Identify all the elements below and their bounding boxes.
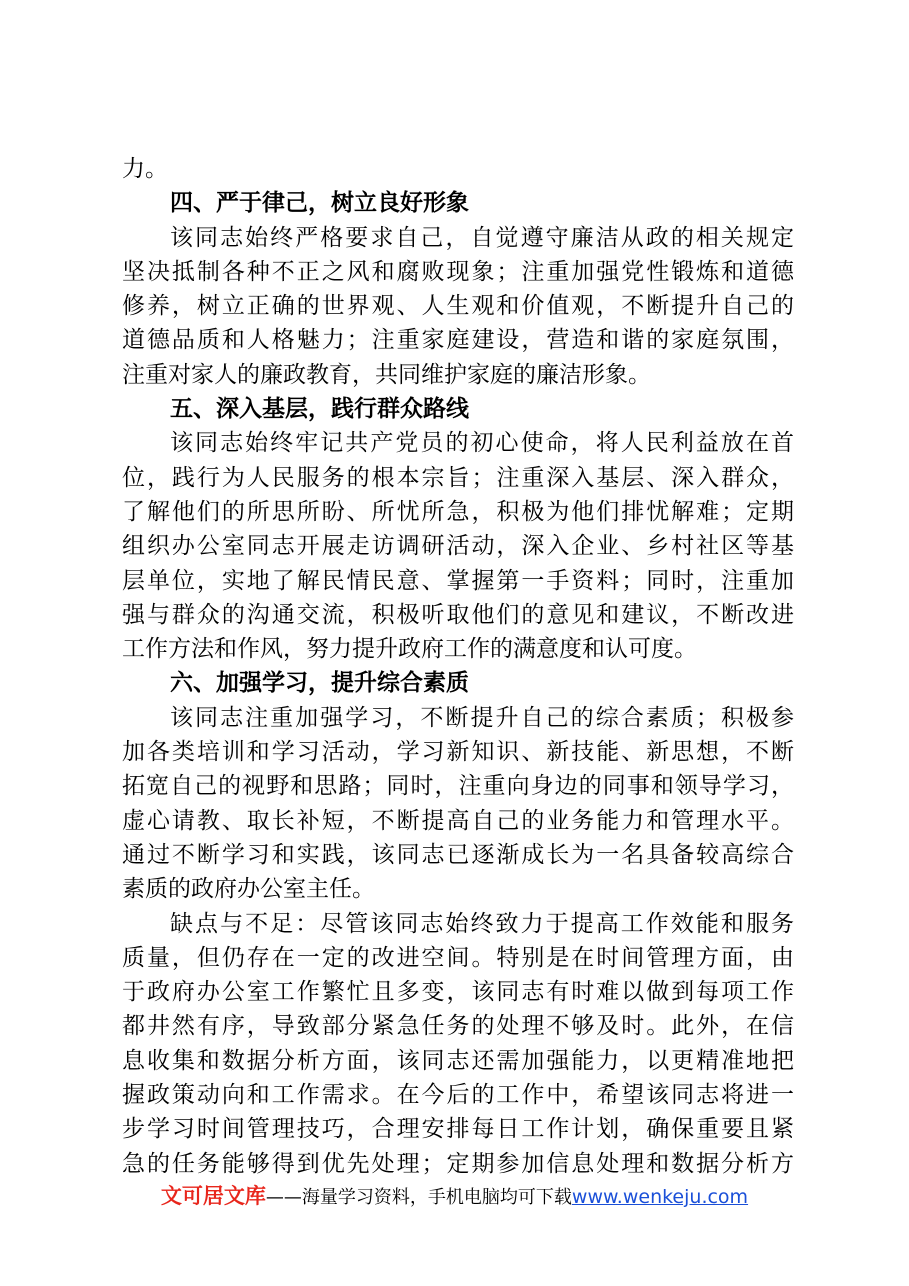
paragraph-line: 都井然有序，导致部分紧急任务的处理不够及时。此外，在信	[122, 1013, 794, 1040]
paragraph-line: 修养，树立正确的世界观、人生观和价值观，不断提升自己的	[122, 293, 794, 320]
paragraph-line: 通过不断学习和实践，该同志已逐渐成长为一名具备较高综合	[122, 841, 794, 868]
paragraph-line: 工作方法和作风，努力提升政府工作的满意度和认可度。	[122, 636, 697, 663]
section-heading: 六、加强学习，提升综合素质	[170, 670, 469, 697]
footer-website-link[interactable]: www.wenkeju.com	[571, 1186, 749, 1208]
paragraph-line: 组织办公室同志开展走访调研活动，深入企业、乡村社区等基	[122, 533, 794, 560]
paragraph-line: 层单位，实地了解民情民意、掌握第一手资料；同时，注重加	[122, 567, 794, 594]
paragraph-line: 该同志注重加强学习，不断提升自己的综合素质；积极参	[170, 704, 794, 731]
paragraph-line: 位，践行为人民服务的根本宗旨；注重深入基层、深入群众，	[122, 464, 794, 491]
paragraph-line: 注重对家人的廉政教育，共同维护家庭的廉洁形象。	[122, 361, 651, 388]
section-heading: 五、深入基层，践行群众路线	[170, 396, 469, 423]
paragraph-line: 力。	[122, 156, 168, 182]
footer-tagline: ——海量学习资料，手机电脑均可下载	[265, 1187, 572, 1208]
document-body	[122, 152, 794, 1181]
paragraph-line: 道德品质和人格魅力；注重家庭建设，营造和谐的家庭氛围，	[122, 327, 794, 354]
footer-banner	[0, 1182, 909, 1212]
paragraph-line: 于政府办公室工作繁忙且多变，该同志有时难以做到每项工作	[122, 979, 794, 1006]
paragraph-line: 握政策动向和工作需求。在今后的工作中，希望该同志将进一	[122, 1082, 794, 1109]
section-heading: 四、严于律己，树立良好形象	[170, 190, 469, 217]
paragraph-line: 素质的政府办公室主任。	[122, 876, 375, 903]
paragraph-line: 强与群众的沟通交流，积极听取他们的意见和建议，不断改进	[122, 601, 794, 628]
paragraph-line: 该同志始终严格要求自己，自觉遵守廉洁从政的相关规定	[170, 224, 794, 251]
paragraph-line: 质量，但仍存在一定的改进空间。特别是在时间管理方面，由	[122, 944, 794, 971]
paragraph-line: 急的任务能够得到优先处理；定期参加信息处理和数据分析方	[122, 1150, 794, 1177]
paragraph-line: 缺点与不足：尽管该同志始终致力于提高工作效能和服务	[170, 910, 794, 937]
paragraph-line: 加各类培训和学习活动，学习新知识、新技能、新思想，不断	[122, 739, 794, 766]
paragraph-line: 拓宽自己的视野和思路；同时，注重向身边的同事和领导学习，	[122, 773, 794, 800]
footer-brand: 文可居文库	[160, 1184, 266, 1208]
paragraph-line: 坚决抵制各种不正之风和腐败现象；注重加强党性锻炼和道德	[122, 258, 794, 285]
paragraph-line: 虚心请教、取长补短，不断提高自己的业务能力和管理水平。	[122, 807, 794, 834]
paragraph-line: 了解他们的所思所盼、所忧所急，积极为他们排忧解难；定期	[122, 498, 794, 525]
paragraph-line: 该同志始终牢记共产党员的初心使命，将人民利益放在首	[170, 430, 794, 457]
paragraph-line: 息收集和数据分析方面，该同志还需加强能力，以更精准地把	[122, 1047, 794, 1074]
paragraph-line: 步学习时间管理技巧，合理安排每日工作计划，确保重要且紧	[122, 1116, 794, 1143]
